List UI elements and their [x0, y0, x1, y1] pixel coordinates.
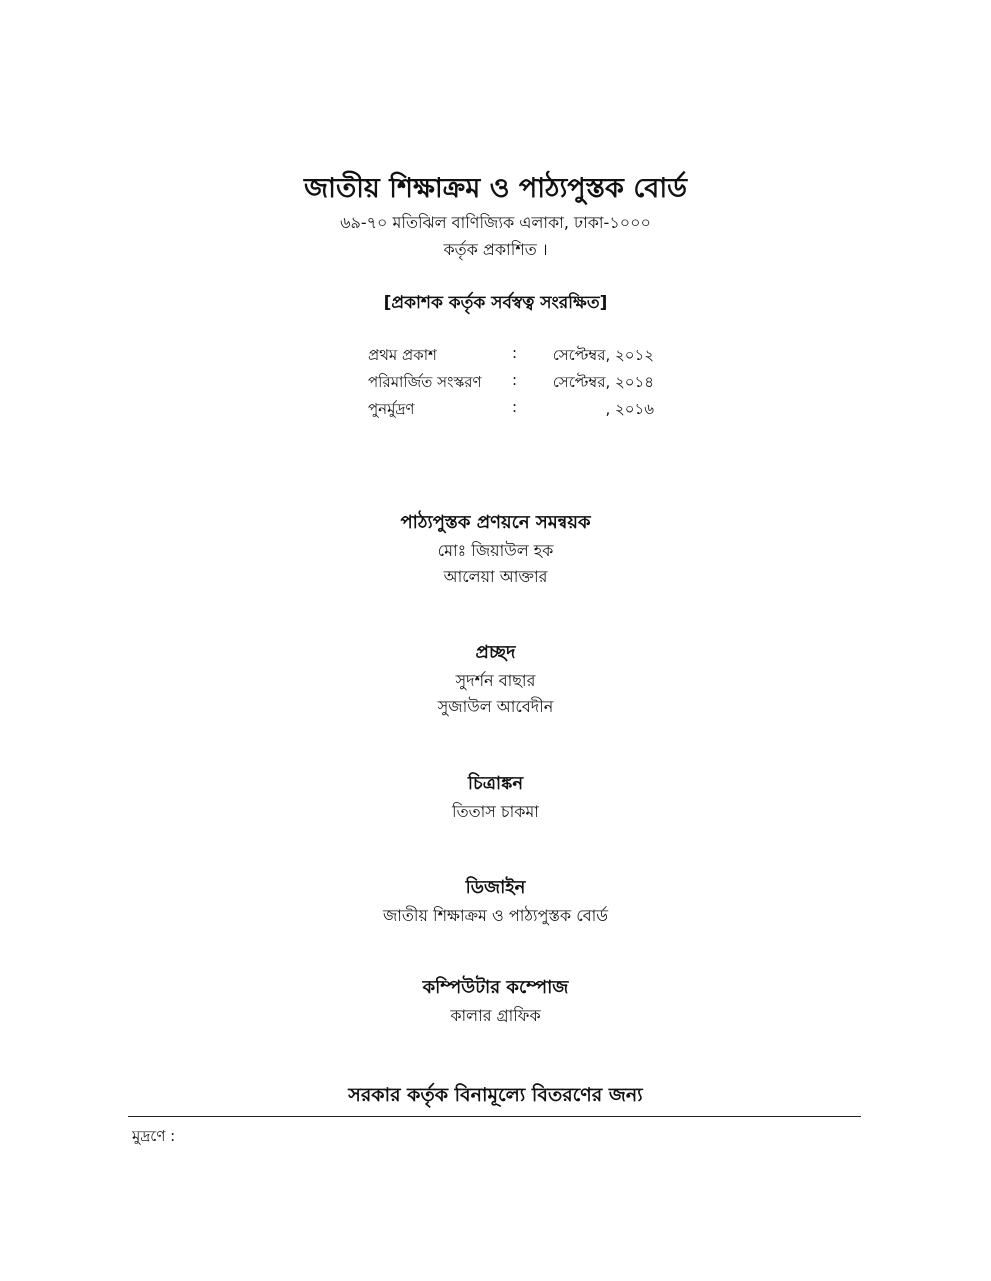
design-heading: ডিজাইন	[465, 877, 526, 898]
edition-colon: :	[512, 344, 518, 362]
free-distribution-notice: সরকার কর্তৃক বিনামূল্যে বিতরণের জন্য	[348, 1084, 643, 1106]
edition-label: পুনর্মুদ্রণ	[368, 400, 415, 418]
footer-divider	[128, 1116, 861, 1117]
edition-label: পরিমার্জিত সংস্করণ	[368, 373, 482, 391]
publisher-address: ৬৯-৭০ মতিঝিল বাণিজ্যিক এলাকা, ঢাকা-১০০০	[340, 213, 651, 232]
publisher-name: জাতীয় শিক্ষাক্রম ও পাঠ্যপুস্তক বোর্ড	[303, 173, 688, 204]
coordinator-heading: পাঠ্যপুস্তক প্রণয়নে সমন্বয়ক	[400, 512, 591, 533]
compose-heading: কম্পিউটার কম্পোজ	[422, 977, 569, 998]
published-by: কর্তৃক প্রকাশিত ।	[443, 240, 548, 259]
cover-name: সুজাউল আবেদীন	[437, 697, 554, 716]
edition-value: , ২০১৬	[605, 400, 654, 418]
rights-notice: [প্রকাশক কর্তৃক সর্বস্বত্ব সংরক্ষিত]	[383, 293, 608, 313]
edition-value: সেপ্টেম্বর, ২০১২	[552, 346, 654, 364]
illustration-heading: চিত্রাঙ্কন	[467, 773, 524, 794]
edition-colon: :	[512, 398, 518, 416]
cover-heading: প্রচ্ছদ	[475, 642, 516, 663]
coordinator-name: মোঃ জিয়াউল হক	[437, 541, 554, 560]
printed-by-label: মুদ্রণে :	[132, 1127, 176, 1145]
compose-name: কালার গ্রাফিক	[450, 1006, 541, 1025]
coordinator-name: আলেয়া আক্তার	[443, 567, 548, 586]
designer-name: জাতীয় শিক্ষাক্রম ও পাঠ্যপুস্তক বোর্ড	[382, 906, 609, 925]
cover-name: সুদর্শন বাছার	[455, 671, 536, 690]
edition-value: সেপ্টেম্বর, ২০১৪	[552, 373, 654, 391]
edition-label: প্রথম প্রকাশ	[368, 346, 437, 364]
illustrator-name: তিতাস চাকমা	[452, 802, 539, 821]
edition-colon: :	[512, 371, 518, 389]
